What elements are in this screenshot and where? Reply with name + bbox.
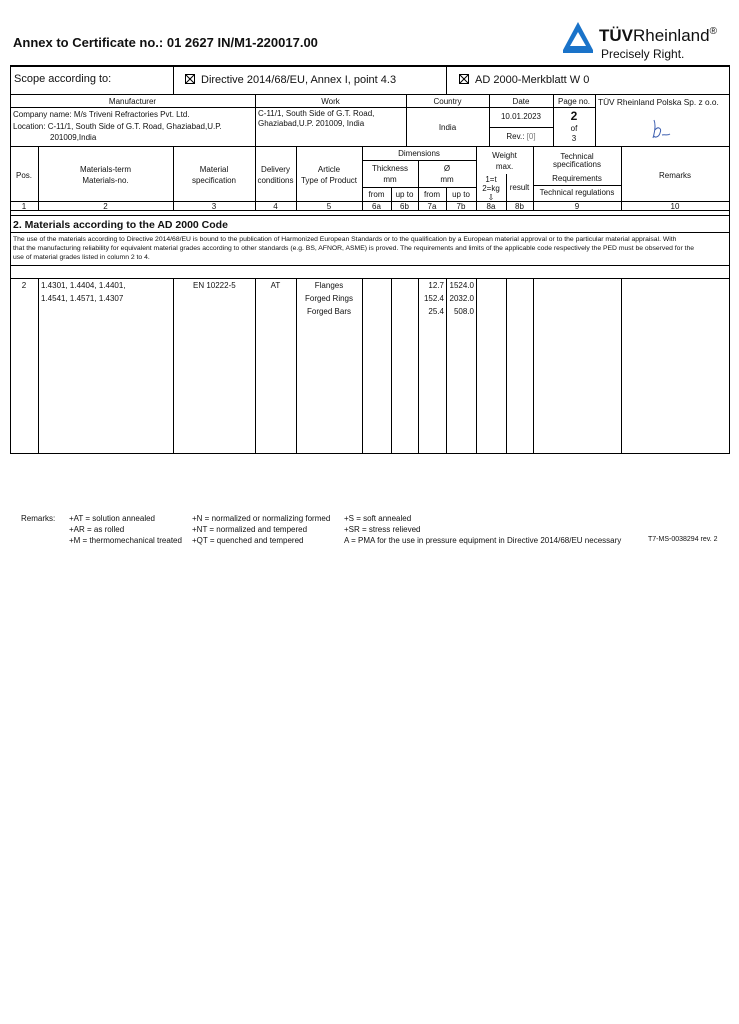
- company-name: Company name: M/s Triveni Refractories Pvt. Ltd.: [13, 110, 190, 119]
- scope-label: Scope according to:: [14, 73, 112, 85]
- col-specification: specification: [191, 176, 237, 185]
- col-num-3: 3: [211, 202, 217, 211]
- col-diameter: Ø: [443, 164, 451, 173]
- row-product-1: Flanges: [314, 281, 344, 290]
- remark-qt: +QT = quenched and tempered: [192, 536, 304, 545]
- row-product-2: Forged Rings: [304, 294, 354, 303]
- remark-ar: +AR = as rolled: [69, 525, 125, 534]
- col-remarks: Remarks: [658, 171, 691, 180]
- col-num-2: 2: [103, 202, 108, 211]
- row-dia-from-3: 25.4: [428, 307, 444, 316]
- remark-nt: +NT = normalized and tempered: [192, 525, 308, 534]
- col-requirements: Requirements: [552, 174, 602, 183]
- row-delivery: AT: [270, 281, 281, 290]
- col-thickness-from: from: [368, 190, 385, 199]
- row-product-3: Forged Bars: [306, 307, 352, 316]
- col-conditions: conditions: [257, 176, 294, 185]
- row-dia-upto-3: 508.0: [453, 307, 474, 316]
- tuv-triangle-icon: [561, 20, 595, 54]
- col-num-5: 5: [326, 202, 332, 211]
- col-pos: Pos.: [15, 171, 32, 180]
- work-line1: C-11/1, South Side of G.T. Road,: [258, 109, 375, 118]
- col-dimensions: Dimensions: [398, 149, 440, 158]
- remark-m: +M = thermomechanical treated: [69, 536, 182, 545]
- col-num-6a: 6a: [372, 202, 381, 211]
- col-num-9: 9: [574, 202, 580, 211]
- page-number: 2: [570, 109, 578, 123]
- row-dia-upto-1: 1524.0: [449, 281, 474, 290]
- directive-label: Directive 2014/68/EU, Annex I, point 4.3: [201, 74, 397, 86]
- row-materials-1: 1.4301, 1.4404, 1.4401,: [41, 281, 126, 290]
- col-result: result: [509, 183, 530, 192]
- remark-at: +AT = solution annealed: [69, 514, 155, 523]
- col-weight-max: max.: [495, 162, 514, 171]
- country-header: Country: [433, 97, 462, 106]
- page-header: Page no.: [557, 97, 591, 106]
- form-number: T7-MS-0038294 rev. 2: [648, 536, 718, 543]
- col-materials-term: Materials-term: [79, 165, 132, 174]
- col-thickness-mm: mm: [383, 175, 397, 184]
- checkbox-checked-icon[interactable]: [459, 74, 469, 84]
- col-diameter-mm: mm: [440, 175, 454, 184]
- page-title: Annex to Certificate no.: 01 2627 IN/M1-220017.00: [13, 35, 318, 50]
- col-num-4: 4: [273, 202, 278, 211]
- col-num-7b: 7b: [456, 202, 466, 211]
- remark-n: +N = normalized or normalizing formed: [192, 514, 331, 523]
- col-materials-no: Materials-no.: [82, 176, 129, 185]
- remark-s: +S = soft annealed: [344, 514, 412, 523]
- row-spec: EN 10222-5: [193, 281, 236, 290]
- col-thickness-upto: up to: [395, 190, 414, 199]
- col-num-8a: 8a: [486, 202, 496, 211]
- col-weight-t: 1=t: [485, 175, 497, 184]
- remark-sr: +SR = stress relieved: [344, 525, 421, 534]
- col-specifications: specifications: [552, 160, 602, 169]
- row-dia-from-1: 12.7: [428, 281, 444, 290]
- date-header: Date: [512, 97, 530, 106]
- work-header: Work: [321, 97, 340, 106]
- work-line2: Ghaziabad,U.P. 201009, India: [258, 119, 365, 128]
- weight-arrow-icon: ⇩: [487, 193, 495, 202]
- col-tech-regulations: Technical regulations: [539, 188, 615, 197]
- country-value: India: [438, 123, 457, 132]
- col-thickness: Thickness: [371, 164, 408, 173]
- row-pos: 2: [21, 281, 27, 290]
- section-text-1: The use of the materials according to Directive 2014/68/EU is bound to the publication of Harmonized European Standards or to the qualification by a European material approval or to the particular material appraisal. With: [13, 236, 677, 243]
- directive-option[interactable]: [185, 74, 396, 85]
- date-value: 10.01.2023: [500, 112, 542, 121]
- manufacturer-header: Manufacturer: [108, 97, 157, 106]
- section-text-3: use of material grades listed in column 2 to 4.: [13, 254, 150, 261]
- ad2000-option[interactable]: [459, 74, 589, 85]
- col-num-6b: 6b: [400, 202, 409, 211]
- col-material: Material: [199, 165, 229, 174]
- row-dia-from-2: 152.4: [423, 294, 444, 303]
- section-text-2: that the manufacturing reliability for equivalent material grades according to other standards (e.g. BS, AFNOR, ASME) is proved. The requirements and limits of the applicable code respectively the PED must be observed for the: [13, 245, 695, 252]
- col-delivery: Delivery: [261, 165, 290, 174]
- tuv-logo: [561, 18, 731, 64]
- remark-pma: A = PMA for the use in pressure equipment in Directive 2014/68/EU necessary: [344, 536, 622, 545]
- col-num-8b: 8b: [515, 202, 524, 211]
- col-article: Article: [317, 165, 341, 174]
- col-num-1: 1: [21, 202, 27, 211]
- logo-slogan: Precisely Right.: [601, 47, 685, 61]
- row-materials-2: 1.4541, 1.4571, 1.4307: [41, 294, 124, 303]
- col-diameter-from: from: [424, 190, 440, 199]
- location-line1: Location: C-11/1, South Side of G.T. Road, Ghaziabad,U.P.: [13, 122, 222, 131]
- logo-brand: TÜVRheinland®: [599, 26, 717, 45]
- rev-label: Rev.:: [506, 132, 525, 141]
- row-dia-upto-2: 2032.0: [449, 294, 474, 303]
- checkbox-checked-icon[interactable]: [185, 74, 195, 84]
- location-line2: 201009,India: [50, 133, 97, 142]
- signature-icon: [650, 117, 672, 141]
- ad2000-label: AD 2000-Merkblatt W 0: [475, 74, 590, 86]
- col-num-10: 10: [670, 202, 680, 211]
- section-title: 2. Materials according to the AD 2000 Code: [13, 219, 228, 231]
- col-type-of-product: Type of Product: [300, 176, 358, 185]
- rev-value: [0]: [526, 132, 536, 141]
- page-of: of: [570, 124, 578, 133]
- page-total: 3: [571, 134, 577, 143]
- remarks-label: Remarks:: [21, 514, 56, 523]
- col-num-7a: 7a: [427, 202, 437, 211]
- col-diameter-upto: up to: [452, 190, 470, 199]
- col-weight: Weight: [492, 151, 517, 160]
- org-name: TÜV Rheinland Polska Sp. z o.o.: [598, 97, 719, 107]
- revision: [489, 132, 553, 142]
- col-technical: Technical: [560, 152, 594, 161]
- col-weight-kg: 2=kg: [482, 184, 500, 193]
